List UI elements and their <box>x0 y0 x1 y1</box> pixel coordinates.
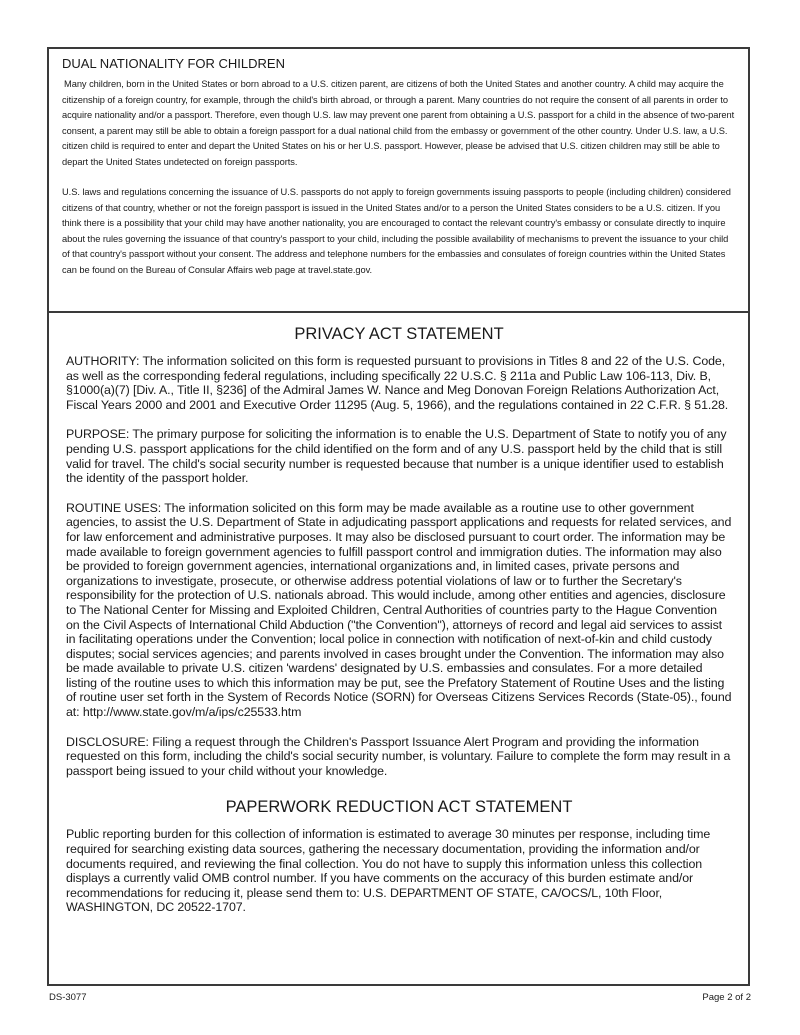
form-number: DS-3077 <box>49 992 87 1003</box>
privacy-routine-uses-paragraph: ROUTINE USES: The information solicited on this form may be made available as a routine use to other government agencies, to assist the U.S. Department of State in adjudicating passport applications and requests for related services, and for law enforcement and administrative purposes. It may also be disclosed pursuant to court order. The information may be made available to foreign government agencies to fulfill passport control and immigration duties. The information may also be provided to foreign government agencies, international organizations and, in limited cases, private persons and organizations to investigate, prosecute, or otherwise address potential violations of law or to further the Secretary's responsibility for the protection of U.S. nationals abroad. This would include, among other entities and agencies, disclosure to The National Center for Missing and Exploited Children, Central Authorities of countries party to the Hague Convention on the Civil Aspects of International Child Abduction ("the Convention"), attorneys of record and legal aid services to assist in facilitating operations under the Convention; local police in connection with notification of next-of-kin and child custody disputes; social services agencies; and parents involved in cases brought under the Convention. The information may also be made available to private U.S. citizen 'wardens' designated by U.S. embassies and consulates. For a more detailed listing of the routine uses to which this information may be put, see the Prefatory Statement of Routine Uses and the listing of routine user set forth in the System of Records Notice (SORN) for Overseas Citizens Services Records (State-05)., found at: http://www.state.gov/m/a/ips/c25533.htm <box>66 500 732 720</box>
privacy-disclosure-paragraph: DISCLOSURE: Filing a request through the Children's Passport Issuance Alert Program and providing the information requested on this form, including the child's social security number, is voluntary. Failure to complete the form may result in a passport being issued to your child without your knowledge. <box>66 734 731 778</box>
paperwork-reduction-title: PAPERWORK REDUCTION ACT STATEMENT <box>225 798 573 817</box>
privacy-authority-paragraph: AUTHORITY: The information solicited on this form is requested pursuant to provisions in Titles 8 and 22 of the U.S. Code, as well as the corresponding federal regulations, including specifically 22 U.S.C. § 211a and Public Law 106-113, Div. B, §1000(a)(7) [Div. A., Title II, §236] of the Admiral James W. Nance and Meg Donovan Foreign Relations Authorization Act, Fiscal Years 2000 and 2001 and Executive Order 11295 (Aug. 5, 1966), and the regulations contained in 22 C.F.R. § 51.28. <box>66 354 729 412</box>
dual-nationality-section <box>49 49 748 313</box>
dual-nationality-paragraph-2: U.S. laws and regulations concerning the issuance of U.S. passports do not apply to foreign governments issuing passports to people (including children) considered citizens of that country, whether or not the foreign passport is issued in the United States and/or to a person the United States considers to be a U.S. citizen. If you think there is a possibility that your child may have another nationality, you are encouraged to contact the relevant country's embassy or consulate directly to inquire about the rules governing the issuance of that country's passport to your child, including the possible availability of mechanisms to prevent the issuance to your child of that country's passport without your consent. The address and telephone numbers for the embassies and consulates of foreign countries within the United States can be found on the Bureau of Consular Affairs web page at travel.state.gov. <box>62 187 731 275</box>
dual-nationality-paragraph-1: Many children, born in the United States or born abroad to a U.S. citizen parent, are citizens of both the United States and another country. A child may acquire the citizenship of a foreign country, for example, through the child's birth abroad, or through a parent. Many countries do not require the consent of all parents in order to acquire nationality and/or a passport. Therefore, even though U.S. law may prevent one parent from obtaining a U.S. passport for a child in the absence of two-parent consent, a parent may still be able to obtain a foreign passport for a dual national child from the embassy or government of the other country. Under U.S. law, a U.S. citizen child is required to enter and depart the United States on his or her U.S. passport. However, please be advised that U.S. citizen children may still be able to depart the United States undetected on foreign passports. <box>62 79 735 167</box>
privacy-act-title: PRIVACY ACT STATEMENT <box>294 325 504 343</box>
dual-nationality-title: DUAL NATIONALITY FOR CHILDREN <box>62 56 285 71</box>
paperwork-reduction-paragraph: Public reporting burden for this collection of information is estimated to average 30 minutes per response, including time required for searching existing data sources, gathering the necessary documentation, providing the information and/or documents required, and reviewing the final collection. You do not have to supply this information unless this collection displays a currently valid OMB control number. If you have comments on the accuracy of this burden estimate and/or recommendations for reducing it, please send them to: U.S. DEPARTMENT OF STATE, CA/OCS/L, 10th Floor, WASHINGTON, DC 20522-1707. <box>66 827 711 915</box>
privacy-act-section <box>49 313 748 930</box>
form-page-box <box>47 47 750 986</box>
privacy-purpose-paragraph: PURPOSE: The primary purpose for soliciting the information is to enable the U.S. Department of State to notify you of any pending U.S. passport applications for the child identified on the form and of any U.S. passport held by the child that is still valid for travel. The child's social security number is requested because that number is a unique identifier used to establish the identity of the passport holder. <box>66 427 727 486</box>
page-number: Page 2 of 2 <box>702 992 751 1003</box>
